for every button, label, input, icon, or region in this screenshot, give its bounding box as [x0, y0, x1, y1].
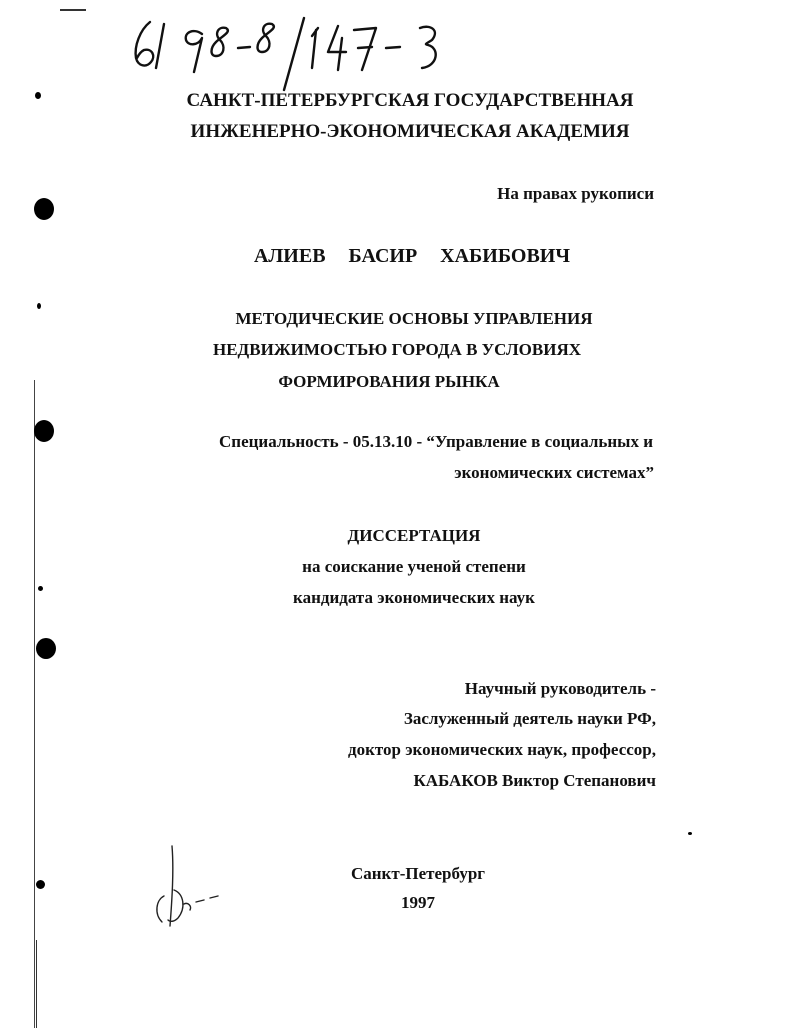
- thesis-title-line-2: НЕДВИЖИМОСТЬЮ ГОРОДА В УСЛОВИЯХ: [213, 340, 581, 359]
- supervisor-heading: Научный руководитель -: [464, 679, 656, 698]
- rights-notice: На правах рукописи: [497, 184, 654, 203]
- supervisor-name: КАБАКОВ Виктор Степанович: [413, 771, 656, 790]
- punch-hole: [36, 638, 56, 659]
- institution-line-2: ИНЖЕНЕРНО-ЭКОНОМИЧЕСКАЯ АКАДЕМИЯ: [190, 121, 630, 142]
- scan-edge-line: [34, 380, 35, 1028]
- scan-speck: [36, 880, 45, 889]
- handwritten-catalog-number: [128, 12, 458, 92]
- year: 1997: [401, 893, 435, 912]
- degree-line-2: кандидата экономических наук: [293, 588, 535, 607]
- scan-speck: [688, 832, 692, 835]
- author-name: АЛИЕВ БАСИР ХАБИБОВИЧ: [253, 245, 571, 267]
- punch-hole: [34, 420, 54, 442]
- punch-hole: [34, 198, 54, 220]
- scan-speck: [38, 586, 43, 591]
- scan-mark-top: [60, 9, 86, 11]
- degree-line-1: на соискание ученой степени: [302, 557, 526, 576]
- thesis-title-line-3: ФОРМИРОВАНИЯ РЫНКА: [278, 372, 500, 391]
- scan-edge-line-bottom: [36, 940, 37, 1028]
- punch-hole-small: [35, 92, 41, 99]
- institution-line-1: САНКТ-ПЕТЕРБУРГСКАЯ ГОСУДАРСТВЕННАЯ: [186, 90, 634, 111]
- dissertation-label: ДИССЕРТАЦИЯ: [347, 526, 481, 545]
- specialty-line-2: экономических системах”: [454, 463, 654, 482]
- specialty-line-1: Специальность - 05.13.10 - “Управление в социальных и: [219, 432, 653, 451]
- city: Санкт-Петербург: [350, 864, 486, 883]
- supervisor-degree: доктор экономических наук, профессор,: [347, 740, 656, 759]
- scan-speck: [37, 303, 41, 309]
- supervisor-title: Заслуженный деятель науки РФ,: [403, 709, 656, 728]
- signature-mark: [150, 840, 240, 940]
- thesis-title-line-1: МЕТОДИЧЕСКИЕ ОСНОВЫ УПРАВЛЕНИЯ: [235, 309, 593, 328]
